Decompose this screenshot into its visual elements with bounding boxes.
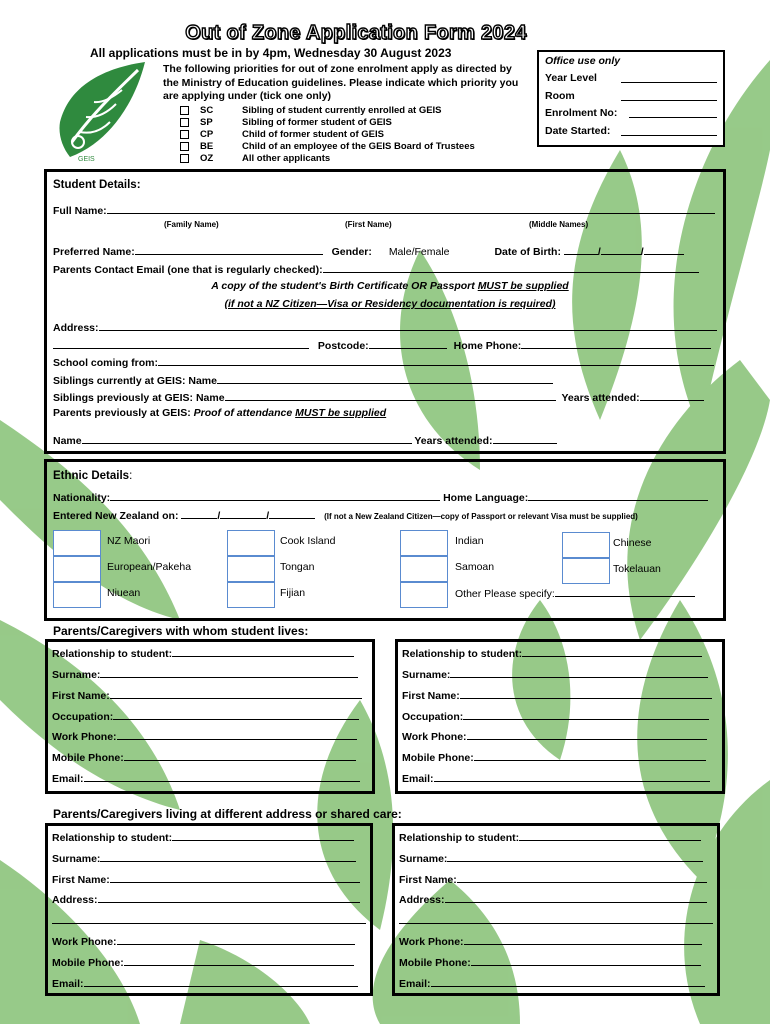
priority-checkbox[interactable] — [180, 130, 189, 139]
postcode-row[interactable]: Postcode: Home Phone: — [53, 338, 711, 352]
parents-previous-field: Parents previously at GEIS: Proof of attendance MUST be supplied — [53, 407, 387, 419]
parent-2-relationship[interactable]: Relationship to student: — [402, 646, 702, 660]
shared-1-email[interactable]: Email: — [52, 976, 358, 990]
priority-option-cp[interactable]: CP Child of former student of GEIS — [180, 128, 475, 140]
family-name-label: (Family Name) — [164, 220, 219, 229]
office-date-started[interactable]: Date Started: — [545, 125, 717, 143]
entered-nz-field[interactable]: Entered New Zealand on: / / (If not a New Zealand Citizen—copy of Passport or relevant Visa must be supplied) — [53, 510, 638, 522]
student-details-title: Student Details: — [53, 179, 141, 191]
ethnicity-label: NZ Maori — [107, 535, 151, 547]
priority-option-sp[interactable]: SP Sibling of former student of GEIS — [180, 116, 475, 128]
birth-certificate-note: A copy of the student's Birth Certificate OR Passport MUST be supplied — [211, 280, 569, 292]
visa-note: (if not a NZ Citizen—Visa or Residency documentation is required) — [224, 298, 556, 310]
logo-text: GEIS — [78, 156, 95, 162]
school-coming-from-field[interactable]: School coming from: — [53, 355, 714, 369]
ethnicity-label: Fijian — [280, 587, 306, 599]
student-details-section — [44, 169, 726, 454]
shared-1-address[interactable]: Address: — [52, 892, 360, 906]
ethnicity-label: Samoan — [455, 561, 495, 573]
school-logo-leaf-icon — [50, 62, 150, 162]
parent-2-occupation[interactable]: Occupation: — [402, 709, 709, 723]
shared-1-relationship[interactable]: Relationship to student: — [52, 830, 354, 844]
ethnicity-checkbox-other[interactable] — [400, 582, 448, 608]
ethnicity-other-field[interactable]: Other Please specify: — [455, 587, 695, 600]
priority-option-oz[interactable]: OZ All other applicants — [180, 152, 475, 164]
parent-1-box — [45, 639, 375, 794]
parent-1-mobile-phone[interactable]: Mobile Phone: — [52, 750, 356, 764]
parent-1-email[interactable]: Email: — [52, 771, 360, 785]
ethnicity-checkbox-tokelauan[interactable] — [562, 558, 610, 584]
parent-email-field[interactable]: Parents Contact Email (one that is regularly checked): — [53, 262, 699, 276]
ethnicity-checkbox-nz-maori[interactable] — [53, 530, 101, 556]
shared-1-address-line-2[interactable] — [52, 913, 366, 927]
parent-1-work-phone[interactable]: Work Phone: — [52, 729, 357, 743]
parent-2-surname[interactable]: Surname: — [402, 667, 708, 681]
parent-name-field[interactable]: Name Years attended: — [53, 433, 557, 447]
full-name-field[interactable]: Full Name: — [53, 203, 715, 217]
parent-1-first-name[interactable]: First Name: — [52, 688, 362, 702]
shared-2-email[interactable]: Email: — [399, 976, 705, 990]
priority-checkbox[interactable] — [180, 154, 189, 163]
ethnicity-label: Indian — [455, 535, 484, 547]
ethnicity-label: Chinese — [613, 537, 652, 549]
priority-checkbox[interactable] — [180, 118, 189, 127]
ethnicity-label: Tokelauan — [613, 563, 661, 575]
ethnicity-checkbox-european[interactable] — [53, 556, 101, 582]
ethnicity-label: Tongan — [280, 561, 315, 573]
siblings-current-field[interactable]: Siblings currently at GEIS: Name — [53, 373, 553, 387]
priority-list — [180, 104, 475, 164]
parent-1-occupation[interactable]: Occupation: — [52, 709, 359, 723]
shared-1-surname[interactable]: Surname: — [52, 851, 356, 865]
priority-checkbox[interactable] — [180, 106, 189, 115]
ethnicity-checkbox-indian[interactable] — [400, 530, 448, 556]
office-use-box — [537, 50, 725, 147]
ethnicity-checkbox-chinese[interactable] — [562, 532, 610, 558]
address-field[interactable]: Address: — [53, 320, 717, 334]
parent-2-first-name[interactable]: First Name: — [402, 688, 712, 702]
first-name-label: (First Name) — [345, 220, 392, 229]
ethnicity-checkbox-samoan[interactable] — [400, 556, 448, 582]
office-use-title: Office use only — [545, 55, 621, 67]
shared-2-address[interactable]: Address: — [399, 892, 707, 906]
office-enrolment-no[interactable]: Enrolment No: — [545, 107, 717, 125]
shared-2-work-phone[interactable]: Work Phone: — [399, 934, 702, 948]
office-room[interactable]: Room — [545, 90, 717, 108]
shared-2-surname[interactable]: Surname: — [399, 851, 703, 865]
shared-1-work-phone[interactable]: Work Phone: — [52, 934, 355, 948]
parent-2-email[interactable]: Email: — [402, 771, 710, 785]
ethnic-details-section — [44, 459, 726, 621]
ethnicity-checkbox-tongan[interactable] — [227, 556, 275, 582]
parent-2-mobile-phone[interactable]: Mobile Phone: — [402, 750, 706, 764]
ethnicity-label: European/Pakeha — [107, 561, 192, 573]
shared-carer-1-box — [45, 823, 373, 996]
shared-2-address-line-2[interactable] — [399, 913, 713, 927]
parent-1-surname[interactable]: Surname: — [52, 667, 358, 681]
parents-section-title: Parents/Caregivers with whom student lives: — [53, 624, 309, 638]
shared-carer-2-box — [392, 823, 720, 996]
priority-checkbox[interactable] — [180, 142, 189, 151]
nationality-field[interactable]: Nationality: Home Language: — [53, 490, 708, 504]
priority-intro: The following priorities for out of zone enrolment apply as directed by the Ministry of Education guidelines. Please indicate which priority you are applying under (tick one only) — [163, 63, 519, 102]
parent-1-relationship[interactable]: Relationship to student: — [52, 646, 354, 660]
ethnicity-label: Cook Island — [280, 535, 336, 547]
shared-1-first-name[interactable]: First Name: — [52, 872, 360, 886]
preferred-name-field[interactable]: Preferred Name: Gender: Male/Female Date of Birth: / / — [53, 244, 684, 258]
middle-names-label: (Middle Names) — [529, 220, 589, 229]
form-title: Out of Zone Application Form 2024 — [185, 22, 527, 44]
parent-2-work-phone[interactable]: Work Phone: — [402, 729, 707, 743]
shared-2-relationship[interactable]: Relationship to student: — [399, 830, 701, 844]
office-year-level[interactable]: Year Level — [545, 72, 717, 90]
deadline-notice: All applications must be in by 4pm, Wednesday 30 August 2023 — [90, 46, 452, 60]
priority-option-be[interactable]: BE Child of an employee of the GEIS Board of Trustees — [180, 140, 475, 152]
shared-1-mobile-phone[interactable]: Mobile Phone: — [52, 955, 354, 969]
shared-care-section-title: Parents/Caregivers living at different address or shared care: — [53, 807, 402, 821]
ethnicity-label: Niuean — [107, 587, 141, 599]
shared-2-first-name[interactable]: First Name: — [399, 872, 707, 886]
shared-2-mobile-phone[interactable]: Mobile Phone: — [399, 955, 701, 969]
ethnicity-checkbox-cook-island[interactable] — [227, 530, 275, 556]
gender-options[interactable]: Male/Female — [388, 246, 450, 258]
parent-2-box — [395, 639, 725, 794]
priority-option-sc[interactable]: SC Sibling of student currently enrolled at GEIS — [180, 104, 475, 116]
siblings-previous-field[interactable]: Siblings previously at GEIS: Name Years attended: — [53, 390, 704, 404]
ethnic-details-title: Ethnic Details: — [53, 470, 133, 482]
ethnicity-checkbox-fijian[interactable] — [227, 582, 275, 608]
ethnicity-checkbox-niuean[interactable] — [53, 582, 101, 608]
